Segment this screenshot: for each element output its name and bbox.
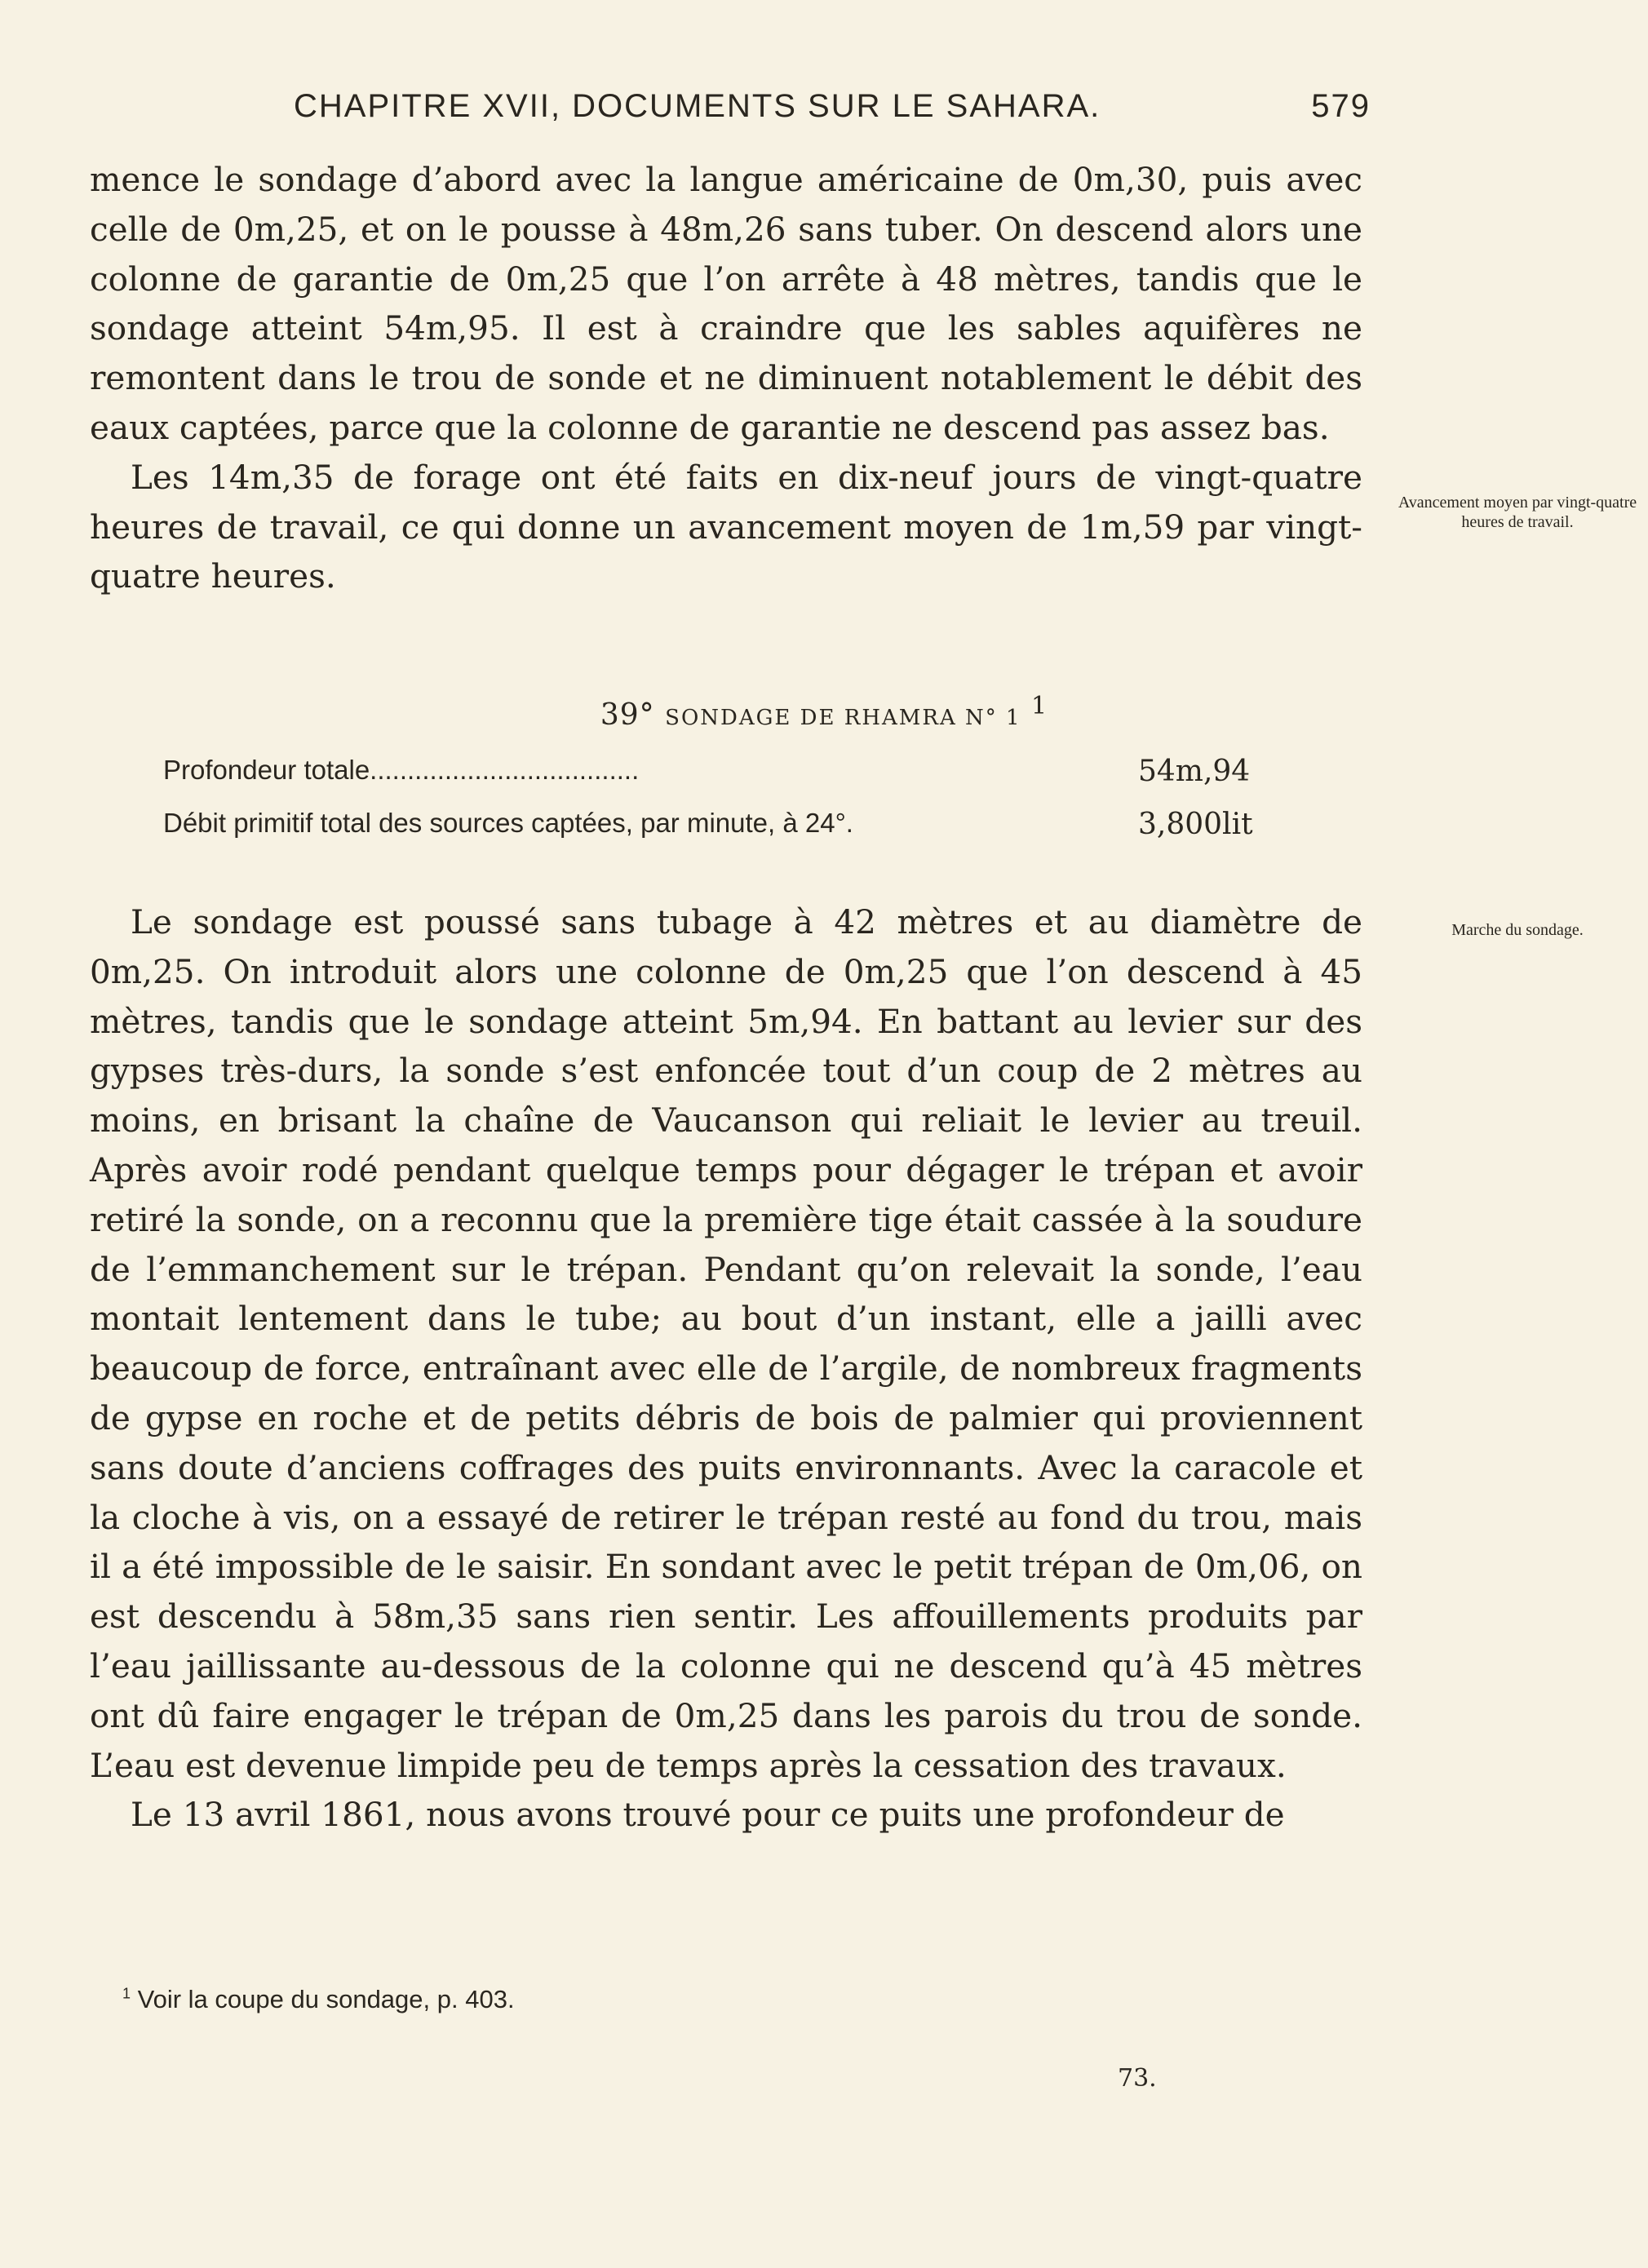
table-value: 3,800lit bbox=[1138, 808, 1253, 841]
section-title bbox=[0, 692, 1648, 732]
footnote-marker: 1 bbox=[122, 1985, 131, 2002]
table-value: 54m,94 bbox=[1138, 755, 1251, 788]
paragraph: Le sondage est poussé sans tubage à 42 mètres et au diamètre de 0m,25. On introduit alors une colonne de 0m,25 que l’on descend à 45 mètres, tandis que le sondage atteint 5m,94. En battant au levier sur des gypses très-durs, la sonde s’est enfoncée tout d’un coup de 2 mètres au moins, en brisant la chaîne de Vaucanson qui reliait le levier au treuil. Après avoir rodé pendant quelque temps pour dégager le trépan et avoir retiré la sonde, on a reconnu que la première tige était cassée à la soudure de l’emmanchement sur le trépan. Pendant qu’on relevait la sonde, l’eau montait lentement dans le tube; au bout d’un instant, elle a jailli avec beaucoup de force, entraînant avec elle de l’argile, de nombreux fragments de gypse en roche et de petits débris de bois de palmier qui proviennent sans doute d’anciens coffrages des puits environnants. Avec la caracole et la cloche à vis, on a essayé de retirer le trépan resté au fond du trou, mais il a été impossible de le saisir. En sondant avec le petit trépan de 0m,06, on est descendu à 58m,35 sans rien sentir. Les affouillements produits par l’eau jaillissante au-dessous de la colonne qui ne descend qu’à 45 mètres ont dû faire engager le trépan de 0m,25 dans les parois du trou de sonde. L’eau est devenue limpide peu de temps après la cessation des travaux. bbox=[90, 902, 1362, 1785]
page-number: 579 bbox=[1311, 88, 1371, 124]
paragraph: Les 14m,35 de forage ont été faits en dix-neuf jours de vingt-quatre heures de travail, ce qui donne un avancement moyen de 1m,59 par vingt-quatre heures. bbox=[90, 457, 1362, 596]
signature-mark: 73. bbox=[1118, 2064, 1157, 2093]
paragraph: Le 13 avril 1861, nous avons trouvé pour ce puits une profondeur de bbox=[131, 1795, 1285, 1835]
body-text-bottom bbox=[90, 897, 1362, 1840]
footnote bbox=[122, 1985, 515, 2014]
paragraph: mence le sondage d’abord avec la langue américaine de 0m,30, puis avec celle de 0m,25, et on le pousse à 48m,26 sans tuber. On descend alors une colonne de garantie de 0m,25 que l’on arrête à 48 mètres, tandis que le sondage atteint 54m,95. Il est à craindre que les sables aquifères ne remontent dans le trou de sonde et ne diminuent notablement le débit des eaux captées, parce que la colonne de garantie ne descend pas assez bas. bbox=[90, 160, 1362, 447]
header-title: CHAPITRE XVII, DOCUMENTS SUR LE SAHARA. bbox=[294, 88, 1101, 124]
margin-note-avancement: Avancement moyen par vingt-quatre heures de travail. bbox=[1398, 494, 1637, 531]
section-footnote-ref: 1 bbox=[1031, 692, 1048, 720]
table-label: Débit primitif total des sources captées, par minute, à 24°. bbox=[163, 808, 853, 838]
table-label: Profondeur totale.................................... bbox=[163, 755, 640, 785]
margin-note-marche: Marche du sondage. bbox=[1451, 921, 1584, 939]
footnote-text: Voir la coupe du sondage, p. 403. bbox=[137, 1985, 515, 2013]
body-text-top bbox=[90, 155, 1362, 601]
section-number: 39° bbox=[600, 698, 655, 732]
section-heading: SONDAGE DE RHAMRA N° 1 bbox=[665, 706, 1021, 730]
